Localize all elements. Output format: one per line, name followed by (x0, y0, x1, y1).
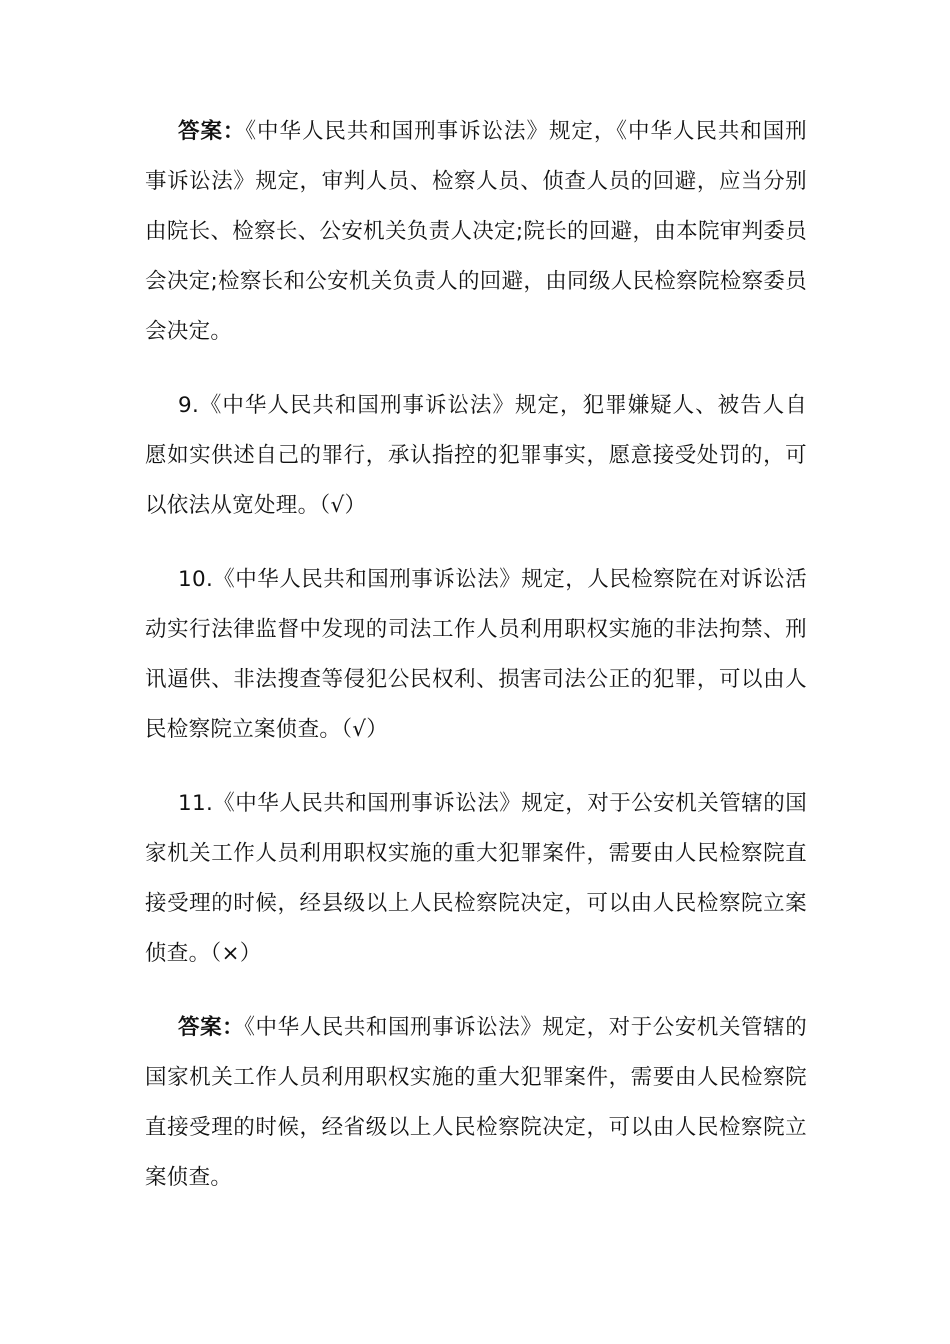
paragraph-text: 11.《中华人民共和国刑事诉讼法》规定，对于公安机关管辖的国家机关工作人员利用职权实施的重大犯罪案件，需要由人民检察院直接受理的时候，经县级以上人民检察院决定，可以由人民检察院立案侦查。（×） (145, 791, 807, 966)
question-9-paragraph (145, 381, 807, 531)
paragraph-text: 10.《中华人民共和国刑事诉讼法》规定，人民检察院在对诉讼活动实行法律监督中发现的司法工作人员利用职权实施的非法拘禁、刑讯逼供、非法搜查等侵犯公民权利、损害司法公正的犯罪，可以由人民检察院立案侦查。（√） (145, 567, 807, 742)
paragraph-text: 9.《中华人民共和国刑事诉讼法》规定，犯罪嫌疑人、被告人自愿如实供述自己的罪行，承认指控的犯罪事实，愿意接受处罚的，可以依法从宽处理。（√） (145, 393, 807, 518)
answer-paragraph-2 (145, 1003, 807, 1203)
answer-label: 答案： (178, 119, 246, 144)
question-11-paragraph (145, 779, 807, 979)
answer-label: 答案： (178, 1015, 245, 1040)
paragraph-text: 《中华人民共和国刑事诉讼法》规定，对于公安机关管辖的国家机关工作人员利用职权实施的重大犯罪案件，需要由人民检察院直接受理的时候，经省级以上人民检察院决定，可以由人民检察院立案侦查。 (145, 1015, 807, 1190)
document-body (145, 107, 807, 1227)
paragraph-text: 《中华人民共和国刑事诉讼法》规定，《中华人民共和国刑事诉讼法》规定，审判人员、检察人员、侦查人员的回避，应当分别由院长、检察长、公安机关负责人决定;院长的回避，由本院审判委员会决定;检察长和公安机关负责人的回避，由同级人民检察院检察委员会决定。 (145, 119, 807, 344)
question-10-paragraph (145, 555, 807, 755)
answer-paragraph-1 (145, 107, 807, 357)
